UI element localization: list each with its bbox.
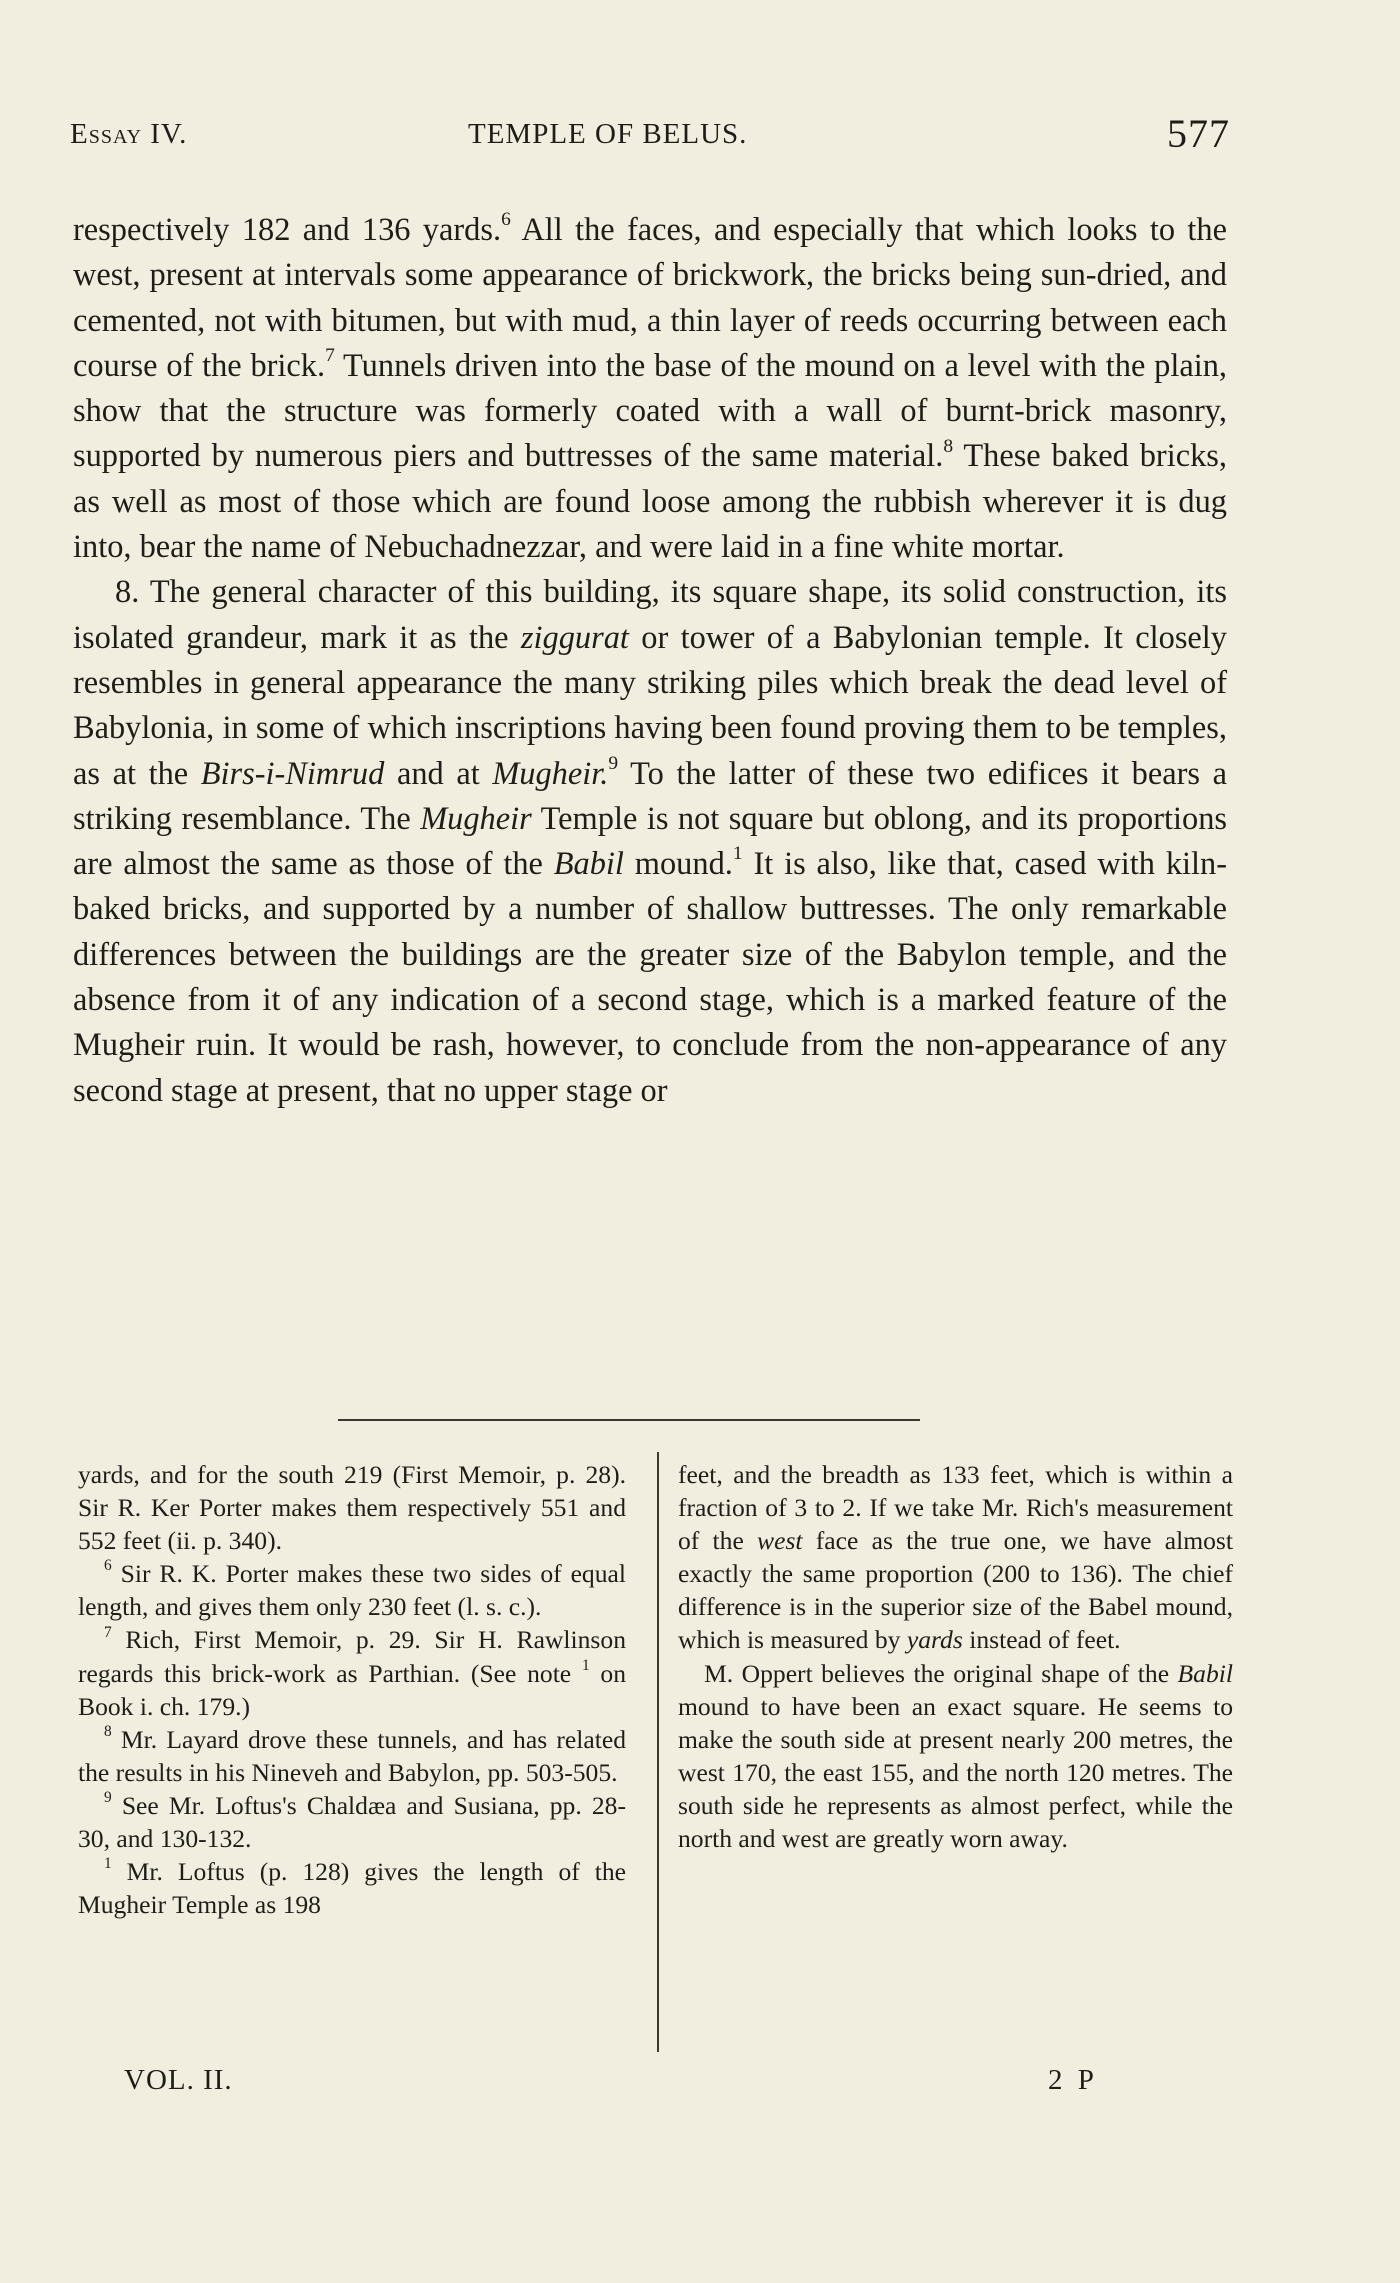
footnote-separator (338, 1419, 920, 1421)
italic-place: Babil (553, 846, 624, 883)
footnote-6: $^6$ Sir R. K. Porter makes these two sides of equal length, and gives them only 230 feet (l. s. c.). (78, 1557, 626, 1622)
footnote-ref-9: 9 (608, 752, 619, 774)
footnote-ref-7: 7 (325, 345, 335, 367)
running-header (70, 111, 1230, 168)
footnote-ref-1: 1 (732, 843, 743, 865)
footnote-1-continued: feet, and the breadth as 133 feet, which is within a fraction of 3 to 2. If we take Mr. Rich's measurement of the west face as the true one, we have almost exactly the same proportion (200 to 136). The chief difference is in the superior size of the Babel mound, which is measured by yards instead of feet. (678, 1460, 1234, 1655)
signature-mark: 2 P (1048, 2064, 1098, 2096)
footnote-1: $^1$ Mr. Loftus (p. 128) gives the length of the Mugheir Temple as 198 (78, 1855, 626, 1920)
column-divider (657, 1452, 659, 2052)
header-essay-label: Essay IV. (70, 118, 188, 150)
italic-place: Mugheir. (492, 755, 609, 792)
volume-label: VOL. II. (124, 2064, 233, 2096)
italic-place: Birs-i-Nimrud (200, 755, 385, 792)
paragraph-8: 8. The general character of this building, its square shape, its solid construction, its isolated grandeur, mark it as the ziggurat or tower of a Babylonian temple. It closely resembles in general appearance the many striking piles which break the dead level of Babylonia, in some of which inscriptions having been found proving them to be temples, as at the Birs-i-Nimrud and at Mugheir.$^9$ To the latter of these two edifices it bears a striking resemblance. The Mugheir Temple is not square but oblong, and its proportions are almost the same as those of the Babil mound.$^1$ It is also, like that, cased with kiln-baked bricks, and supported by a number of shallow buttresses. The only remarkable differences between the buildings are the greater size of the Babylon temple, and the absence from it of any indication of a second stage, which is a marked feature of the Mugheir ruin. It would be rash, however, to conclude from the non-appearance of any second stage at present, that no upper stage or (73, 574, 1227, 1109)
footnotes-right-column (678, 1458, 1233, 1855)
page-footer (78, 2064, 1108, 2104)
header-title: TEMPLE OF BELUS. (468, 118, 748, 150)
footnote-continued: yards, and for the south 219 (First Memoir, p. 28). Sir R. Ker Porter makes them respectively 551 and 552 feet (ii. p. 340). (78, 1460, 626, 1556)
footnote-7: $^7$ Rich, First Memoir, p. 29. Sir H. Rawlinson regards this brick-work as Parthian. (See note $^1$ on Book i. ch. 179.) (78, 1623, 626, 1721)
footnotes-left-column (78, 1458, 626, 1921)
footnote-9: $^9$ See Mr. Loftus's Chaldæa and Susiana, pp. 28-30, and 130-132. (78, 1789, 626, 1854)
footnote-oppert: M. Oppert believes the original shape of the Babil mound to have been an exact square. He seems to make the south side at present nearly 200 metres, the west 170, the east 155, and the north 120 metres. The south side he represents as almost perfect, while the north and west are greatly worn away. (678, 1658, 1233, 1854)
page-number: 577 (1167, 111, 1230, 156)
italic-term: ziggurat (520, 619, 629, 656)
footnote-8: $^8$ Mr. Layard drove these tunnels, and has related the results in his Nineveh and Babylon, pp. 503-505. (78, 1722, 626, 1787)
paragraph-continued: respectively 182 and 136 yards.$^6$ All the faces, and especially that which looks to the west, present at intervals some appearance of brickwork, the bricks being sun-dried, and cemented, not with bitumen, but with mud, a thin layer of reeds occurring between each course of the brick.$^7$ Tunnels driven into the base of the mound on a level with the plain, show that the structure was formerly coated with a wall of burnt-brick masonry, supported by numerous piers and buttresses of the same material.$^8$ These baked bricks, as well as most of those which are found loose among the rubbish wherever it is dug into, bear the name of Nebuchadnezzar, and were laid in a fine white mortar. (73, 209, 1227, 566)
italic-place: Mugheir (420, 800, 532, 837)
footnote-ref-6: 6 (501, 209, 511, 231)
main-text (73, 208, 1227, 1114)
footnote-ref-8: 8 (943, 435, 954, 457)
